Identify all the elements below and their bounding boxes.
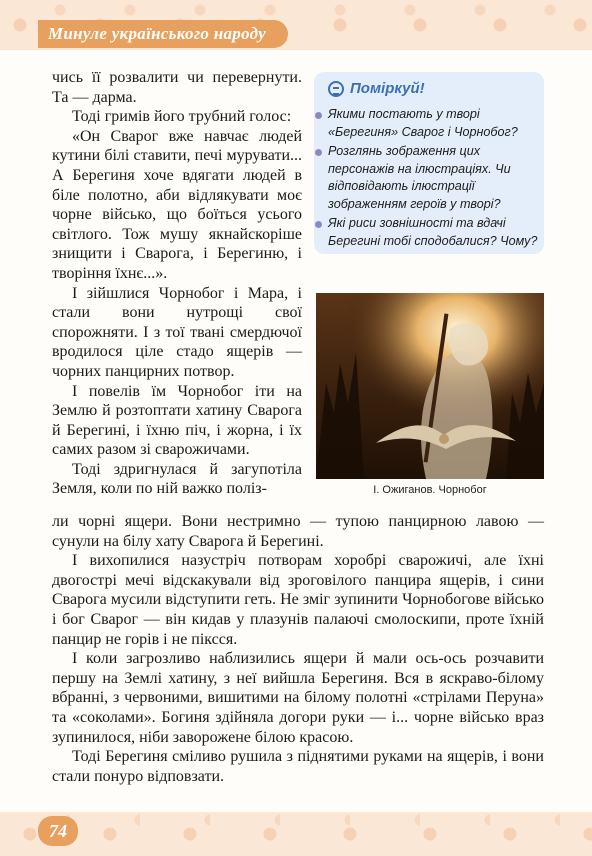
paragraph: «Он Сварог вже навчає людей кутини білі ставити, печі мурувати... А Берегиня хоче вдягати людей в біле полотно, аби відлякувати моє чорне військо, що боїться усього світлого. Тож мушу якнайскоріше знищити і Сварога, і Берегиню, і творіння їхнє...». [52, 127, 302, 282]
think-box-title [328, 80, 425, 97]
page-number: 74 [38, 816, 78, 846]
paragraph: І вихопилися назустріч потворам хоробрі сварожичі, але їхні двогострі мечі відскакували від зроговілого панцира ящерів, і сини Сварога мусили відступити геть. Не зміг зупинити Чорнобогове військо і бог Сварог — він кидав у плазунів палаючі смолоскипи, проте їхній панцир не горів і не піксся. [52, 552, 544, 648]
paragraph: Тоді здригнулася й загупотіла Земля, коли по ній важко поліз- [52, 460, 302, 498]
illustration-art [316, 293, 544, 479]
chornobog-illustration [316, 293, 544, 479]
paragraph: чись її розвалити чи перевернути. Та — дарма. [52, 69, 302, 106]
main-text-full-column [52, 512, 544, 786]
main-text-left-column [52, 68, 302, 499]
illustration-caption: І. Ожиганов. Чорнобог [373, 484, 487, 496]
chapter-title: Минуле українського народу [38, 20, 288, 48]
think-box-title-text: Поміркуй! [350, 80, 425, 97]
question-list [314, 106, 544, 252]
paragraph: Тоді Берегиня сміливо рушила з піднятими руками на ящерів, і вони стали понуро відповзати. [52, 748, 544, 785]
question-item: Розглянь зображення цих персонажів на ілюстраціях. Чи відповідають ілюстрації зображенням героїв у творі? [314, 143, 544, 213]
paragraph: Тоді гримів його трубний голос: [72, 108, 292, 126]
think-box [314, 72, 544, 254]
paragraph: І коли загрозливо наблизились ящери й мали ось-ось розчавити першу на Землі хатину, з неї вийшла Берегиня. Вся в яскраво-білому вбранні, з червоними, вишитими на білому полотні «стрілами Перуна» та «соколами». Богиня здійняла догори руки — і... чорне військо враз зупинилося, ніби заворожене білою красою. [52, 650, 544, 746]
paragraph: І зійшлися Чорнобог і Мара, і стали вони нутрощі свої спорожняти. І з тої твані смердючої вродилося ціле стадо ящерів — чорних панцирних потвор. [52, 284, 302, 380]
speech-bubble-icon [328, 81, 344, 97]
question-item: Якими постають у творі «Берегиня» Сварог і Чорнобог? [314, 106, 544, 141]
bottom-ornament-band [0, 812, 592, 856]
paragraph: І повелів їм Чорнобог іти на Землю й розтоптати хатину Сварога й Берегині, і їхню піч, і жорна, і їх самих разом зі сварожичами. [52, 382, 302, 459]
paragraph: ли чорні ящери. Вони нестримно — тупою панцирною лавою — сунули на білу хату Сварога й Берегині. [52, 513, 544, 550]
question-item: Які риси зовнішності та вдачі Берегині тобі сподобалися? Чому? [314, 215, 544, 250]
